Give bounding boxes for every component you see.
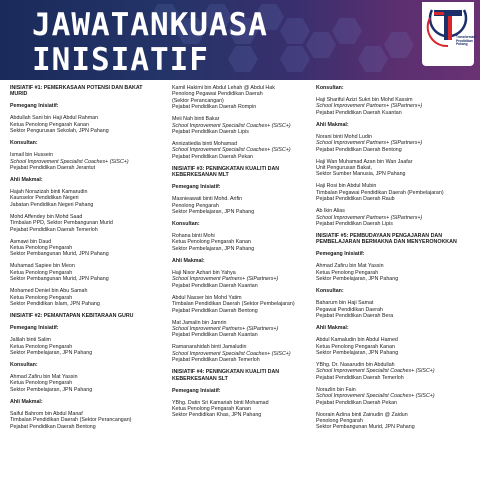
member-detail: School Improvement Partners+ (SIPartners+) [316, 103, 423, 110]
member-detail: Ketua Penolong Pengarah [10, 343, 73, 350]
member-entry [316, 263, 472, 282]
subheading: Pemegang Inisiatif: [10, 103, 59, 110]
member-detail: Ketua Penolong Pengarah Kanan [316, 343, 395, 350]
member-entry [172, 85, 320, 111]
member-detail: Ketua Penolong Pengarah [10, 380, 73, 387]
member-entry [10, 288, 158, 307]
member-detail: School Improvement Partners+ (SIPartners+) [316, 140, 423, 147]
member-name: Abdul Kamaludin bin Abdul Hamed [316, 337, 398, 344]
member-detail: Jabatan Pendidikan Negeri Pahang [10, 201, 94, 208]
member-name: Mohamed Deniel bin Abu Samah [10, 288, 88, 295]
content-column-2 [172, 85, 320, 424]
member-name: Ahmad Zafiru bin Mat Yassin [316, 263, 384, 270]
member-detail: Sektor Pembangunan Murid, JPN Pahang [316, 424, 415, 431]
member-name: Haji Nisor Azhari bin Yahya [172, 269, 236, 276]
member-name: Abdullah Sani bin Haji Abdul Rahman [10, 115, 99, 122]
header-banner [0, 0, 480, 80]
member-detail: Penolong Pegawai Pendidikan Daerah [172, 91, 263, 98]
member-entry [10, 214, 158, 233]
member-detail: Ketua Penolong Pengarah Kanan [172, 239, 251, 246]
member-name: Mohd Affendey bin Mohd Saad [10, 213, 83, 220]
member-entry [316, 337, 472, 356]
member-entry [172, 400, 320, 419]
content-column-3 [316, 85, 472, 436]
member-detail: Ketua Penolong Pengarah [10, 245, 73, 252]
member-entry [10, 239, 158, 258]
member-detail: Sektor Pembelajaran, JPN Pahang [316, 349, 399, 356]
member-detail: Unit Pengurusan Bakat, [316, 165, 372, 172]
member-name: Haji Rosi bin Abdul Mubin [316, 183, 377, 190]
member-detail: Pejabat Pendidikan Daerah Pekan [316, 399, 397, 406]
member-detail: Timbalan Pegawai Pendidikan Daerah (Pembelajaran) [316, 189, 444, 196]
member-entry [316, 300, 472, 319]
subheading: Konsultan: [316, 288, 344, 295]
subheading: Konsultan: [10, 140, 38, 147]
hexagon-decoration [306, 32, 336, 58]
member-entry [316, 412, 472, 431]
member-entry [172, 295, 320, 314]
member-detail: School Improvement Specialist Coaches+ (SISC+) [172, 350, 291, 357]
section-heading: INISIATIF #5: PEMBUDAYAAN PENGAJARAN DAN PEMBELAJARAN BERMAKNA DAN MENYERONOKKAN [316, 233, 457, 246]
member-detail: School Improvement Partners+ (SIPartners+) [172, 325, 279, 332]
member-detail: Timbalan Pendidikan Daerah (Sektor Pembelajaran) [172, 301, 295, 308]
member-detail: Ketua Penolong Pengarah Kanan [10, 121, 89, 128]
member-detail: School Improvement Specialist Coaches+ (SISC+) [316, 368, 435, 375]
member-detail: Pejabat Pendidikan Daerah Temerloh [316, 374, 404, 381]
subheading: Ahli Makmal: [10, 398, 43, 405]
member-entry [316, 97, 472, 116]
member-name: Norani binti Mohd Ludin [316, 133, 372, 140]
member-detail: Pejabat Pendidikan Daerah Raub [316, 196, 395, 203]
member-entry [316, 159, 472, 178]
member-name: Hajah Norazizah binti Kamarudin [10, 189, 88, 196]
member-name: Abdul Nasser bin Mohd Yatim [172, 294, 242, 301]
member-entry [172, 320, 320, 339]
member-entry [10, 411, 158, 430]
member-detail: Sektor Pembelajaran, JPN Pahang [10, 349, 93, 356]
member-detail: Timbalan PPD, Sektor Pembangunan Murid [10, 220, 113, 227]
subheading: Pemegang Inisiatif: [316, 251, 365, 258]
member-detail: Kaunselor Pendidikan Negeri [10, 195, 79, 202]
member-detail: School Improvement Specialist Coaches+ (SISC+) [10, 158, 129, 165]
member-detail: Pejabat Pendidikan Daerah Temerloh [10, 226, 98, 233]
member-entry [10, 152, 158, 171]
member-detail: Pejabat Pendidikan Daerah Lipis [316, 221, 393, 228]
member-entry [172, 141, 320, 160]
hexagon-decoration [280, 46, 310, 72]
member-name: Muhamad Sapiee bin Meon [10, 263, 75, 270]
member-name: Noorain Azlina binti Zainudin @ Zaidun [316, 411, 408, 418]
subheading: Konsultan: [172, 221, 200, 228]
member-entry [316, 208, 472, 227]
member-detail: Sektor Pendidikan Islam, JPN Pahang [10, 301, 100, 308]
member-name: Haji Wan Muhamad Azan bin Wan Jaafar [316, 158, 413, 165]
member-name: Mat Jamalin bin Jamrin [172, 319, 227, 326]
content-column-1 [10, 85, 158, 436]
member-name: Jalilah binti Salim [10, 337, 51, 344]
member-detail: Timbalan Pendidikan Daerah (Sektor Perancangan) [10, 417, 132, 424]
subheading: Ahli Makmal: [316, 121, 349, 128]
member-detail: School Improvement Partners+ (SIPartners+) [316, 214, 423, 221]
member-detail: School Improvement Specialist Coaches+ (SISC+) [316, 393, 435, 400]
member-detail: Pejabat Pendidikan Daerah Bera [316, 313, 394, 320]
member-entry [172, 116, 320, 135]
member-entry [316, 362, 472, 381]
subheading: Ahli Makmal: [10, 177, 43, 184]
member-name: Ahmad Zafiru bin Mat Yassin [10, 373, 78, 380]
member-entry [316, 183, 472, 202]
member-name: Ramanarahidah binti Jamaludin [172, 344, 247, 351]
member-entry [10, 263, 158, 282]
member-detail: School Improvement Specialist Coaches+ (SISC+) [172, 122, 291, 129]
subheading: Pemegang Inisiatif: [172, 184, 221, 191]
member-name: Kamil Hakimi bin Abdul Lehah @ Abdul Hak [172, 85, 275, 91]
member-entry [172, 270, 320, 289]
member-name: Asmawi bin Daud [10, 238, 52, 245]
member-detail: Pejabat Pendidikan Daerah Kuantan [172, 282, 258, 289]
member-name: Haji Shariful Azizi Sukri bin Mohd Kassim [316, 97, 413, 103]
member-detail: (Sektor Perancangan) [172, 97, 224, 104]
member-entry [10, 189, 158, 208]
logo [422, 2, 477, 66]
member-detail: Sektor Pembelajaran, JPN Pahang [316, 276, 399, 283]
section-heading: INISIATIF #1: PEMERKASAAN POTENSI DAN BAKAT MURID [10, 85, 143, 98]
member-detail: Ketua Penolong Pengarah [316, 269, 379, 276]
member-detail: Sektor Pembangunan Murid, JPN Pahang [10, 251, 109, 258]
member-detail: Pejabat Pendidikan Daerah Pekan [172, 153, 253, 160]
member-name: YBhg. Datin Sri Kamariah binti Mohamad [172, 399, 269, 406]
member-detail: Penolong Pengarah [316, 417, 363, 424]
member-detail: Pejabat Pendidikan Daerah Bentong [316, 146, 402, 153]
member-detail: Ketua Penolong Pengarah [10, 269, 73, 276]
section-heading: INISIATIF #3: PENINGKATAN KUALITI DAN KEBERKESANAN MLT [172, 165, 280, 179]
hexagon-decoration [280, 18, 310, 44]
member-entry [172, 196, 320, 215]
member-detail: School Improvement Partners+ (SIPartners+) [172, 276, 279, 283]
page-title-line2: INISIATIF [32, 42, 209, 78]
member-name: Norazlin bin Fain [316, 386, 356, 393]
member-entry [10, 374, 158, 393]
member-detail: Sektor Pembelajaran, JPN Pahang [172, 209, 255, 216]
member-detail: Penolong Pengarah [172, 202, 219, 209]
member-detail: Ketua Penolong Pengarah Kanan [172, 405, 251, 412]
member-entry [316, 387, 472, 406]
member-detail: Pegawai Pendidikan Daerah [316, 306, 383, 313]
member-detail: Pejabat Pendidikan Daerah Temerloh [172, 357, 260, 364]
subheading: Pemegang Inisiatif: [10, 325, 59, 332]
hexagon-decoration [358, 46, 388, 72]
member-detail: Pejabat Pendidikan Daerah Jerantut [10, 165, 96, 172]
member-detail: Pejabat Pendidikan Daerah Kuantan [316, 109, 402, 116]
member-entry [172, 233, 320, 252]
member-detail: Sektor Sumber Manusia, JPN Pahang [316, 171, 406, 178]
member-entry [10, 337, 158, 356]
section-heading: INISIATIF #4: PENINGKATAN KUALITI DAN KEBERKESANAN SLT [172, 369, 280, 382]
member-name: Meii Nah binti Bakar [172, 116, 220, 123]
subheading: Konsultan: [10, 361, 38, 368]
member-name: Annizatiedia binti Mohamad [172, 141, 238, 148]
member-entry [172, 344, 320, 363]
hexagon-decoration [228, 46, 258, 72]
subheading: Ahli Makmal: [316, 325, 349, 332]
logo-text: Transformasi Pendidikan Pahang [456, 35, 477, 47]
member-detail: Pejabat Pendidikan Daerah Bentong [10, 423, 96, 430]
member-detail: Sektor Pembangunan Murid, JPN Pahang [10, 276, 109, 283]
page-title-line1: JAWATANKUASA [32, 7, 268, 43]
member-name: Masnieawati binti Mohd. Arifin [172, 196, 243, 203]
member-detail: Pejabat Pendidikan Daerah Lipis [172, 129, 249, 136]
member-name: Ab Ikin Alias [316, 208, 345, 215]
member-name: Rohana binti Mohi [172, 233, 215, 240]
member-detail: Pejabat Pendidikan Daerah Bentong [172, 307, 258, 314]
hexagon-decoration [332, 18, 362, 44]
member-entry [316, 134, 472, 153]
member-name: Baharum bin Haji Samat [316, 300, 374, 307]
subheading: Pemegang Inisiatif: [172, 387, 221, 394]
member-name: Saiful Bahrom bin Abdul Manaf [10, 410, 83, 417]
member-detail: Pejabat Pendidikan Daerah Rompin [172, 104, 257, 111]
member-detail: Sektor Pembelajaran, JPN Pahang [172, 245, 255, 252]
section-heading: INISIATIF #2: PEMANTAPAN KEBITARAAN GURU [10, 313, 134, 320]
member-entry [10, 115, 158, 134]
member-name: YBhg. Dr. Nasarudin bin Abdullah [316, 361, 395, 368]
member-detail: School Improvement Specialist Coaches+ (SISC+) [172, 147, 291, 154]
subheading: Ahli Makmal: [172, 257, 205, 264]
subheading: Konsultan: [316, 85, 344, 91]
member-detail: Sektor Pembelajaran, JPN Pahang [10, 386, 93, 393]
member-name: Ismail bin Hussein [10, 152, 53, 159]
hexagon-decoration [384, 32, 414, 58]
member-detail: Pejabat Pendidikan Daerah Kuantan [172, 332, 258, 339]
member-detail: Sektor Pengurusan Sekolah, JPN Pahang [10, 128, 109, 135]
member-detail: Ketua Penolong Pengarah [10, 294, 73, 301]
member-detail: Sektor Pendidikan Khas, JPN Pahang [172, 412, 262, 419]
